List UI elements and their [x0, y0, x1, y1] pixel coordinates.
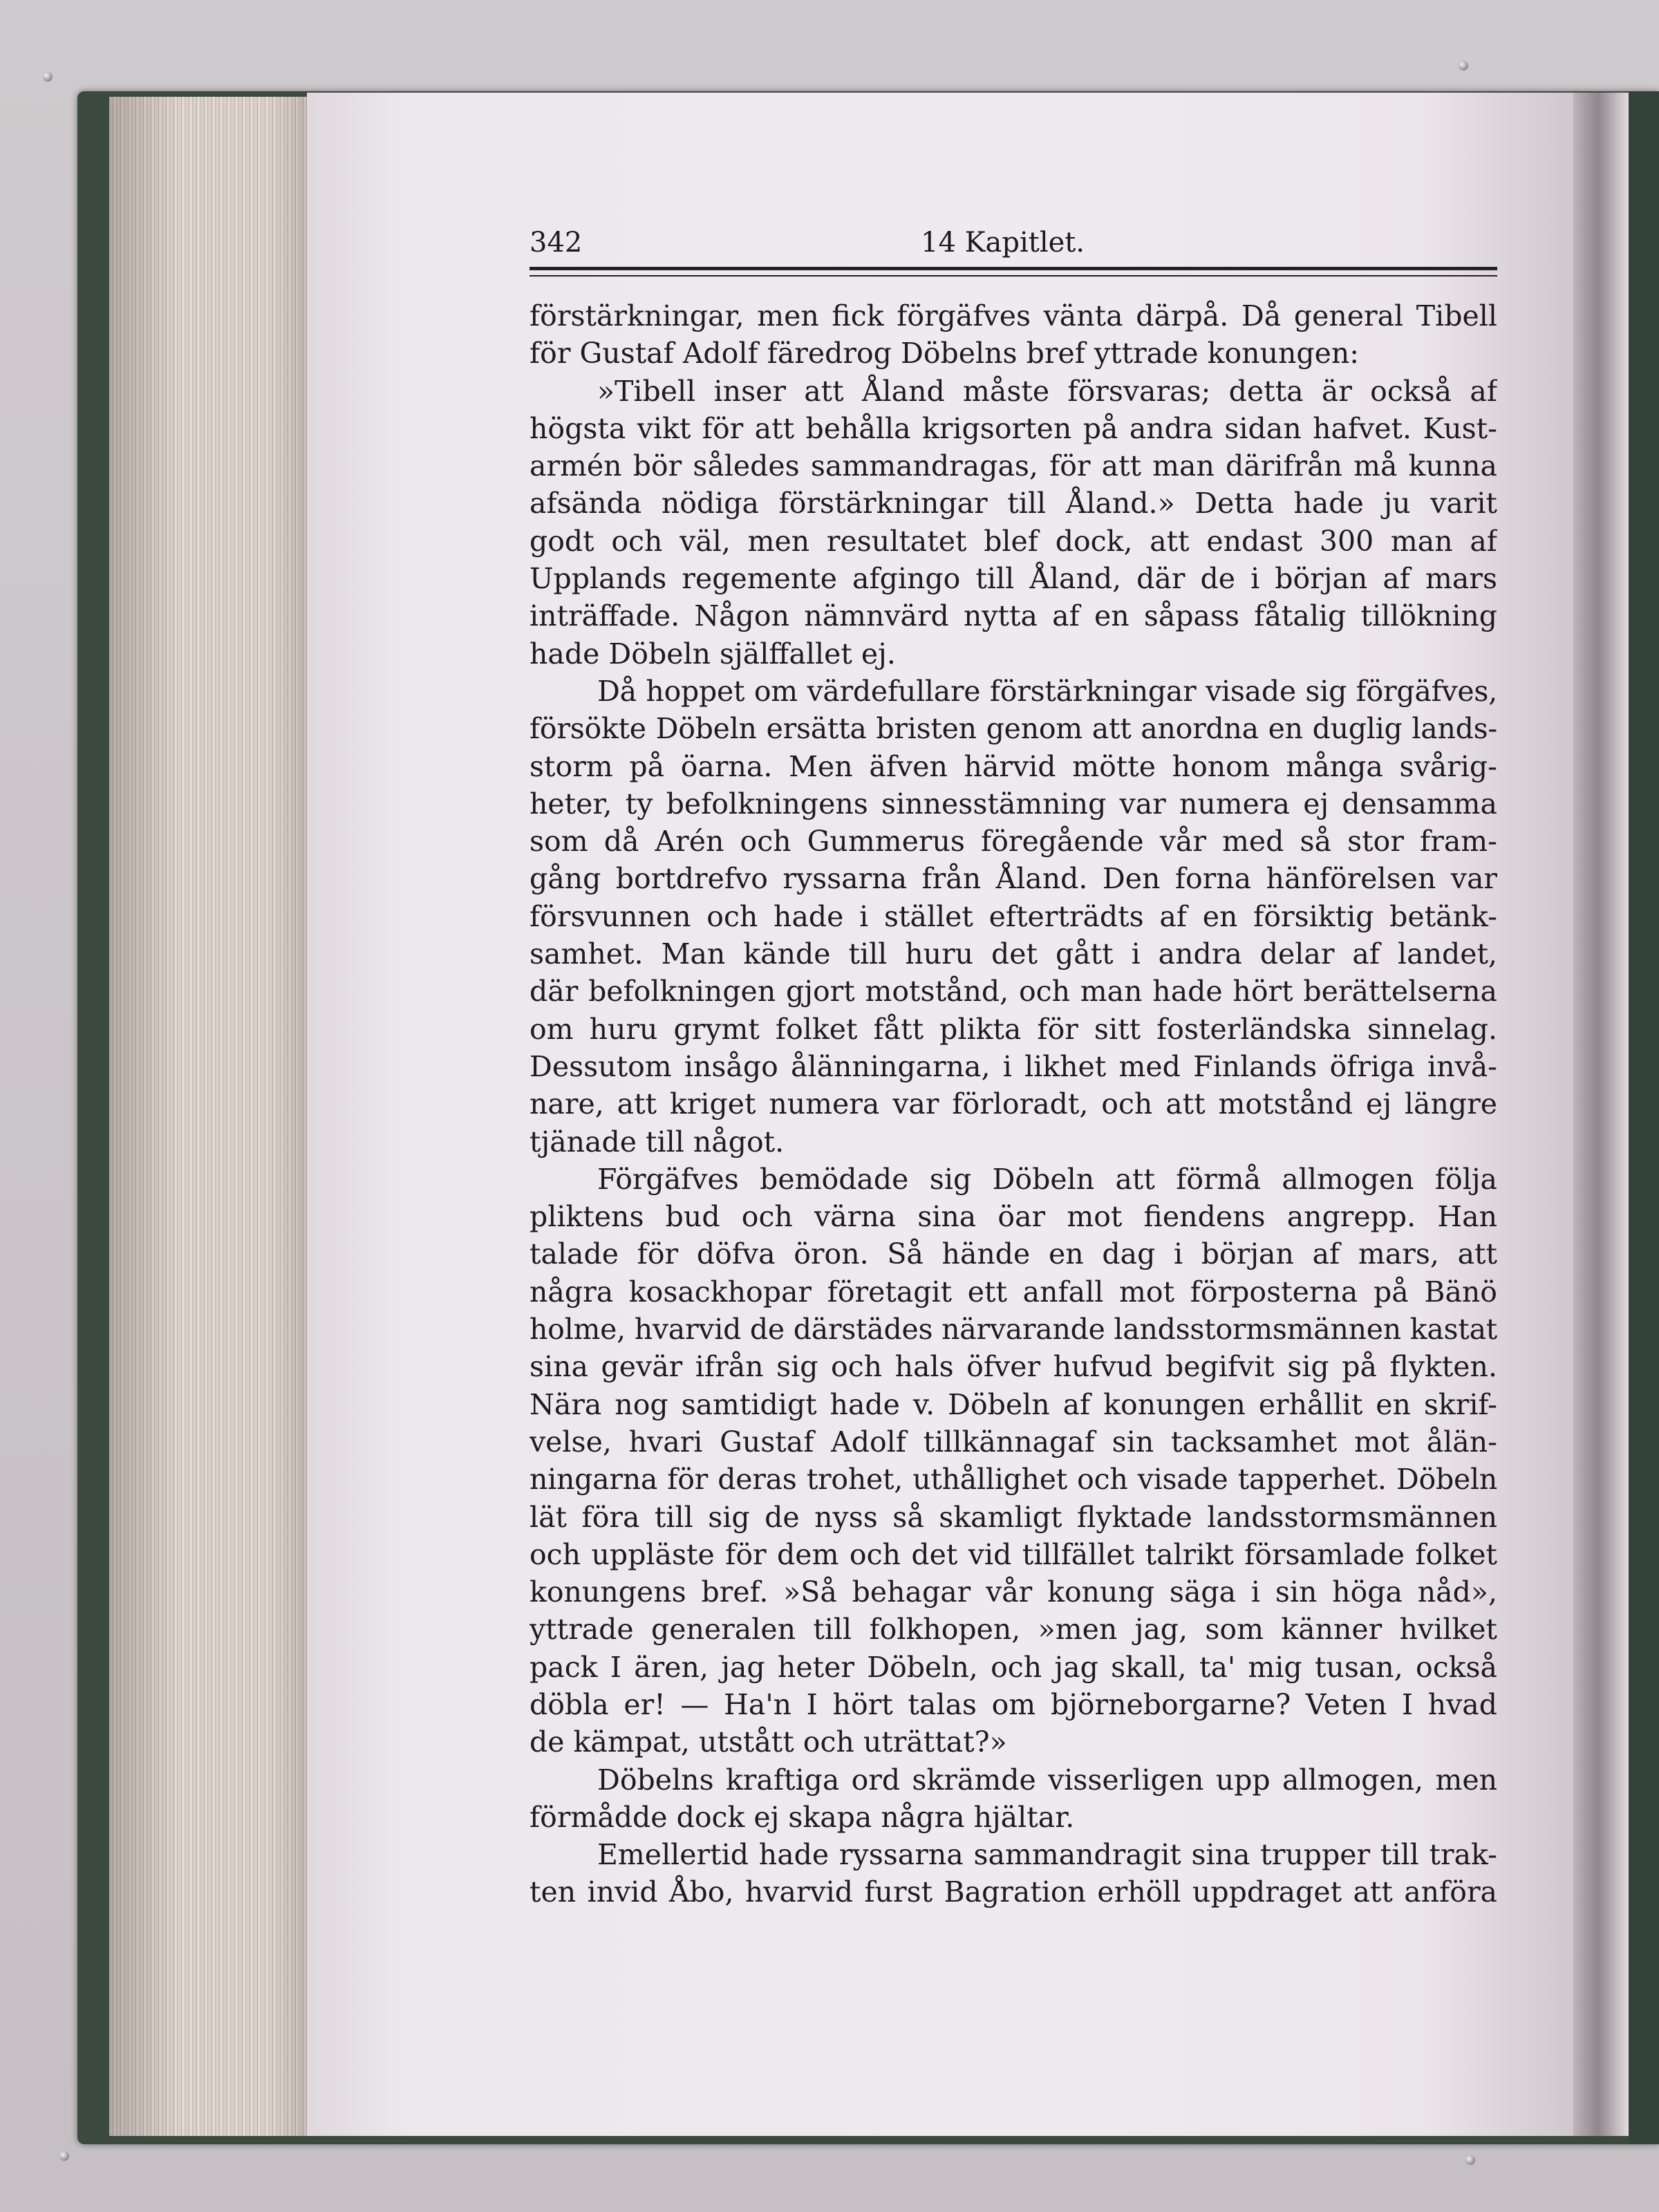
text-line: och uppläste för dem och det vid tillfället talrikt församlade folket	[529, 1537, 1497, 1571]
text-line: velse, hvari Gustaf Adolf tillkännagaf sin tacksamhet mot ålän-	[529, 1425, 1497, 1459]
header-rule	[529, 267, 1497, 270]
text-line: gång bortdrefvo ryssarna från Åland. Den forna hänförelsen var	[529, 862, 1497, 896]
text-line: döbla er! — Ha'n I hört talas om björneborgarne? Veten I hvad	[529, 1687, 1497, 1721]
text-line: godt och väl, men resultatet blef dock, att endast 300 man af	[529, 524, 1497, 558]
text-line: försvunnen och hade i stället efterträdts af en försiktig betänk-	[529, 899, 1497, 933]
text-line: storm på öarna. Men äfven härvid mötte honom många svårig-	[529, 749, 1497, 783]
pin-icon	[43, 72, 53, 82]
text-line: inträffade. Någon nämnvärd nytta af en såpass fåtalig tillökning	[529, 599, 1497, 633]
text-line: högsta vikt för att behålla krigsorten på andra sidan hafvet. Kust-	[529, 411, 1497, 445]
text-line: Döbelns kraftiga ord skrämde visserligen upp allmogen, men	[597, 1763, 1497, 1797]
page-number: 342	[529, 227, 583, 259]
text-line: Då hoppet om värdefullare förstärkningar visade sig förgäfves,	[597, 674, 1497, 708]
text-line: armén bör således sammandragas, för att man därifrån må kunna	[529, 449, 1497, 483]
text-line: de kämpat, utstått och uträttat?»	[529, 1725, 1007, 1759]
text-line: för Gustaf Adolf färedrog Döbelns bref yttrade konungen:	[529, 337, 1360, 371]
page-gutter	[1573, 93, 1629, 2136]
text-line: ten invid Åbo, hvarvid furst Bagration erhöll uppdraget att anföra	[529, 1875, 1497, 1909]
text-line: tjänade till något.	[529, 1125, 785, 1159]
text-line: samhet. Man kände till huru det gått i andra delar af landet,	[529, 937, 1497, 971]
text-line: Förgäfves bemödade sig Döbeln att förmå allmogen följa	[597, 1162, 1497, 1196]
text-line: försökte Döbeln ersätta bristen genom att anordna en duglig lands-	[529, 712, 1497, 746]
text-line: yttrade generalen till folkhopen, »men jag, som känner hvilket	[529, 1613, 1497, 1647]
text-line: afsända nödiga förstärkningar till Åland.» Detta hade ju varit	[529, 487, 1497, 521]
text-line: lät föra till sig de nyss så skamligt flyktade landsstormsmännen	[529, 1500, 1497, 1534]
text-line: sina gevär ifrån sig och hals öfver hufvud begifvit sig på flykten.	[529, 1350, 1497, 1384]
text-line: Upplands regemente afgingo till Åland, där de i början af mars	[529, 562, 1497, 596]
text-line: som då Arén och Gummerus föregående vår med så stor fram-	[529, 825, 1497, 859]
text-line: några kosackhopar företagit ett anfall mot förposterna på Bänö	[529, 1275, 1497, 1309]
text-line: pliktens bud och värna sina öar mot fiendens angrepp. Han	[529, 1200, 1497, 1234]
pin-icon	[59, 2151, 69, 2161]
running-title: 14 Kapitlet.	[921, 227, 1085, 259]
text-line: förmådde dock ej skapa några hjältar.	[529, 1800, 1075, 1834]
text-line: holme, hvarvid de därstädes närvarande landsstormsmännen kastat	[529, 1313, 1497, 1347]
text-line: »Tibell inser att Åland måste försvaras; detta är också af	[597, 374, 1497, 408]
text-line: konungens bref. »Så behagar vår konung säga i sin höga nåd»,	[529, 1575, 1497, 1609]
text-line: heter, ty befolkningens sinnesstämning var numera ej densamma	[529, 787, 1497, 821]
text-line: talade för döfva öron. Så hände en dag i början af mars, att	[529, 1237, 1497, 1271]
text-line: där befolkningen gjort motstånd, och man hade hört berättelserna	[529, 975, 1497, 1009]
pin-icon	[1459, 61, 1468, 71]
text-line: nare, att kriget numera var förloradt, och att motstånd ej längre	[529, 1087, 1497, 1121]
text-line: hade Döbeln själffallet ej.	[529, 637, 896, 671]
text-line: om huru grymt folket fått plikta för sitt fosterländska sinnelag.	[529, 1012, 1497, 1046]
text-line: förstärkningar, men fick förgäfves vänta därpå. Då general Tibell	[529, 299, 1497, 332]
text-line: pack I ären, jag heter Döbeln, och jag skall, ta' mig tusan, också	[529, 1650, 1497, 1684]
text-line: Emellertid hade ryssarna sammandragit sina trupper till trak-	[597, 1838, 1497, 1872]
page-stack-shadow	[109, 97, 310, 2136]
running-header	[529, 227, 1497, 265]
pin-icon	[1465, 2155, 1475, 2165]
text-line: Nära nog samtidigt hade v. Döbeln af konungen erhållit en skrif-	[529, 1387, 1497, 1421]
text-line: Dessutom insågo ålänningarna, i likhet med Finlands öfriga invå-	[529, 1049, 1497, 1083]
body-text	[529, 297, 1497, 1911]
header-rule	[529, 275, 1497, 276]
text-line: ningarna för deras trohet, uthållighet och visade tapperhet. Döbeln	[529, 1463, 1497, 1497]
book-cover-edge	[1629, 91, 1659, 2144]
